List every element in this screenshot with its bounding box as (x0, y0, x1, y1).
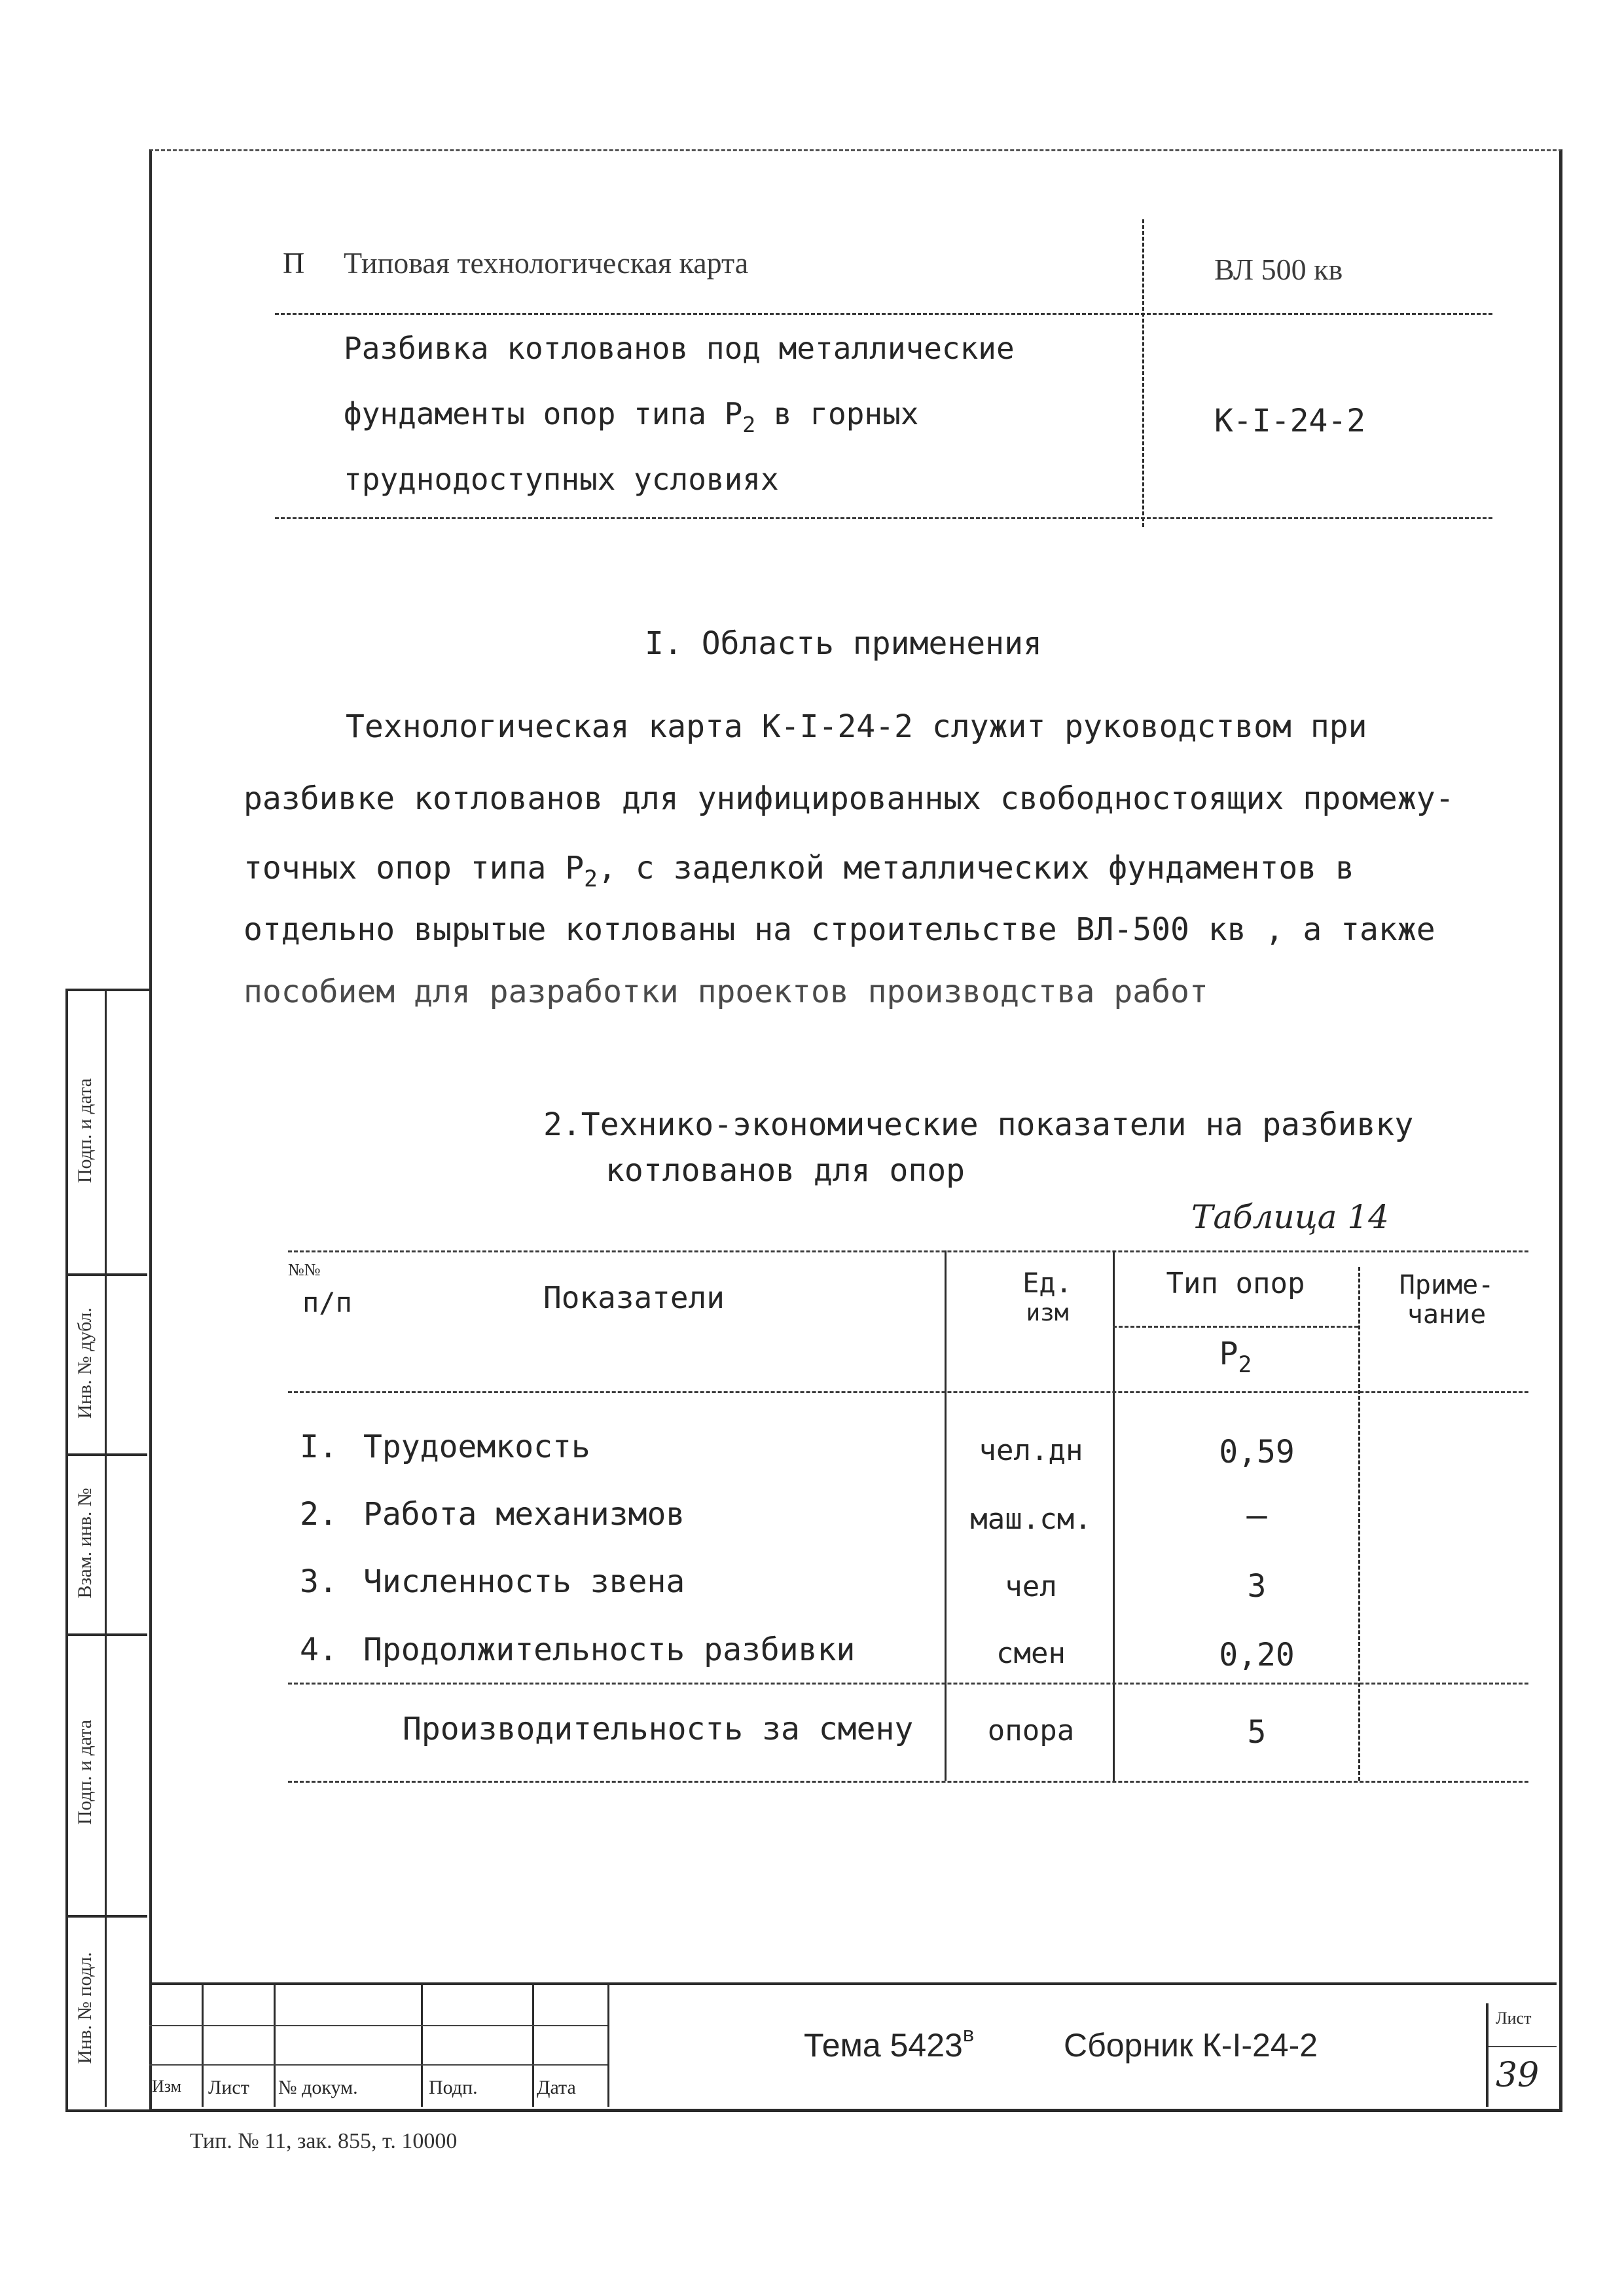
side-stamp-podp-data-2: Подп. и дата (74, 1719, 96, 1825)
header-bottom-line (275, 517, 1492, 519)
tb-col-izm: Изм (152, 2077, 182, 2096)
table-col-divider-1 (945, 1250, 947, 1781)
side-stamp-div-3 (65, 1633, 147, 1636)
row-value: 3 (1247, 1568, 1267, 1605)
row-num: I. (300, 1429, 338, 1465)
tb-sheet-number: 39 (1496, 2056, 1540, 2095)
row-unit: маш.см. (970, 1503, 1092, 1536)
summary-value: 5 (1247, 1714, 1267, 1751)
row-num: 4. (300, 1631, 338, 1668)
side-stamp-inner-line (105, 989, 107, 2107)
side-stamp-inv-podl: Инв. № подл. (74, 1952, 96, 2064)
table-top-border (288, 1250, 1528, 1252)
summary-unit: опора (987, 1714, 1075, 1747)
section1-heading: I. Область применения (645, 625, 1042, 662)
table-bottom-border (288, 1781, 1528, 1783)
header-title-line3: труднодоступных условиях (344, 462, 779, 497)
section1-line2: разбивке котлованов для унифицированных свободностоящих промежу- (244, 780, 1454, 817)
row-name: Численность звена (363, 1563, 685, 1600)
header-title-line1: Разбивка котлованов под металлические (344, 331, 1015, 366)
tb-col-data: Дата (537, 2077, 576, 2098)
col-header-unit2: изм (1026, 1300, 1069, 1326)
col-header-indicator: Показатели (543, 1280, 725, 1315)
side-stamp-vzam-inv: Взам. инв. № (74, 1487, 96, 1599)
row-num: 2. (300, 1496, 338, 1533)
section1-line1: Технологическая карта К-I-24-2 служит руководством при (346, 708, 1367, 745)
tb-sheet-label: Лист (1496, 2009, 1532, 2028)
header-marker: П (283, 246, 305, 280)
header-divider (275, 313, 1492, 315)
col-header-unit: Ед. (1022, 1267, 1072, 1299)
row-name: Работа механизмов (363, 1496, 685, 1533)
table-subheader-line (1113, 1326, 1358, 1328)
row-unit: чел (1005, 1570, 1057, 1603)
tb-col-podp: Подп. (429, 2077, 478, 2098)
tb-col-list: Лист (208, 2077, 249, 2098)
col-header-note2: чание (1407, 1300, 1487, 1330)
side-stamp-div-4 (65, 1915, 147, 1918)
section1-line3: точных опор типа $Р_2$, с заделкой металлических фундаментов в (244, 850, 1354, 893)
table-summary-top (288, 1683, 1528, 1685)
col-header-num2: п/п (302, 1286, 352, 1319)
col-header-support-sub: $Р_2$ (1219, 1336, 1252, 1379)
col-header-support-type: Тип опор (1166, 1267, 1305, 1300)
print-info: Тип. № 11, зак. 855, т. 10000 (190, 2129, 458, 2153)
side-stamp-inv-dubl: Инв. № дубл. (74, 1307, 96, 1419)
row-name: Трудоемкость (363, 1429, 590, 1465)
header-title-line2: фундаменты опор типа $Р_2$ в горных (344, 396, 919, 437)
header-vertical-divider (1142, 219, 1144, 527)
section2-heading-line1: 2.Технико-экономические показатели на разбивку (543, 1106, 1414, 1143)
row-name: Продолжительность разбивки (363, 1631, 856, 1668)
tb-sbornik: Сборник К-I-24-2 (1064, 2027, 1318, 2064)
header-card-code: К-I-24-2 (1214, 403, 1366, 439)
header-line-code: ВЛ 500 кв (1214, 253, 1343, 286)
tb-tema: Тема $5423^в$ (804, 2022, 975, 2064)
side-stamp-div-2 (65, 1453, 147, 1456)
table-label: Таблица 14 (1191, 1198, 1389, 1236)
table-header-bottom (288, 1391, 1528, 1393)
col-header-note: Приме- (1399, 1270, 1494, 1300)
section1-line4: отдельно вырытые котлованы на строительстве ВЛ-500 кв , а также (244, 911, 1435, 948)
header-label: Типовая технологическая карта (344, 246, 749, 280)
row-num: 3. (300, 1563, 338, 1600)
side-stamp-div-1 (65, 1273, 147, 1276)
row-unit: смен (996, 1637, 1066, 1670)
section2-heading-line2: котлованов для опор (605, 1152, 965, 1189)
summary-name: Производительность за смену (403, 1711, 914, 1747)
tb-col-docum: № докум. (278, 2077, 358, 2098)
row-unit: чел.дн (979, 1434, 1083, 1467)
side-stamp-podp-data: Подп. и дата (74, 1078, 96, 1184)
row-value: 0,59 (1219, 1434, 1295, 1470)
table-col-divider-3 (1358, 1267, 1360, 1781)
row-value: 0,20 (1219, 1637, 1295, 1673)
col-header-num: №№ (288, 1260, 321, 1279)
row-value: — (1246, 1496, 1267, 1535)
table-col-divider-2 (1113, 1250, 1115, 1781)
section1-line5: пособием для разработки проектов производства работ (244, 974, 1208, 1010)
